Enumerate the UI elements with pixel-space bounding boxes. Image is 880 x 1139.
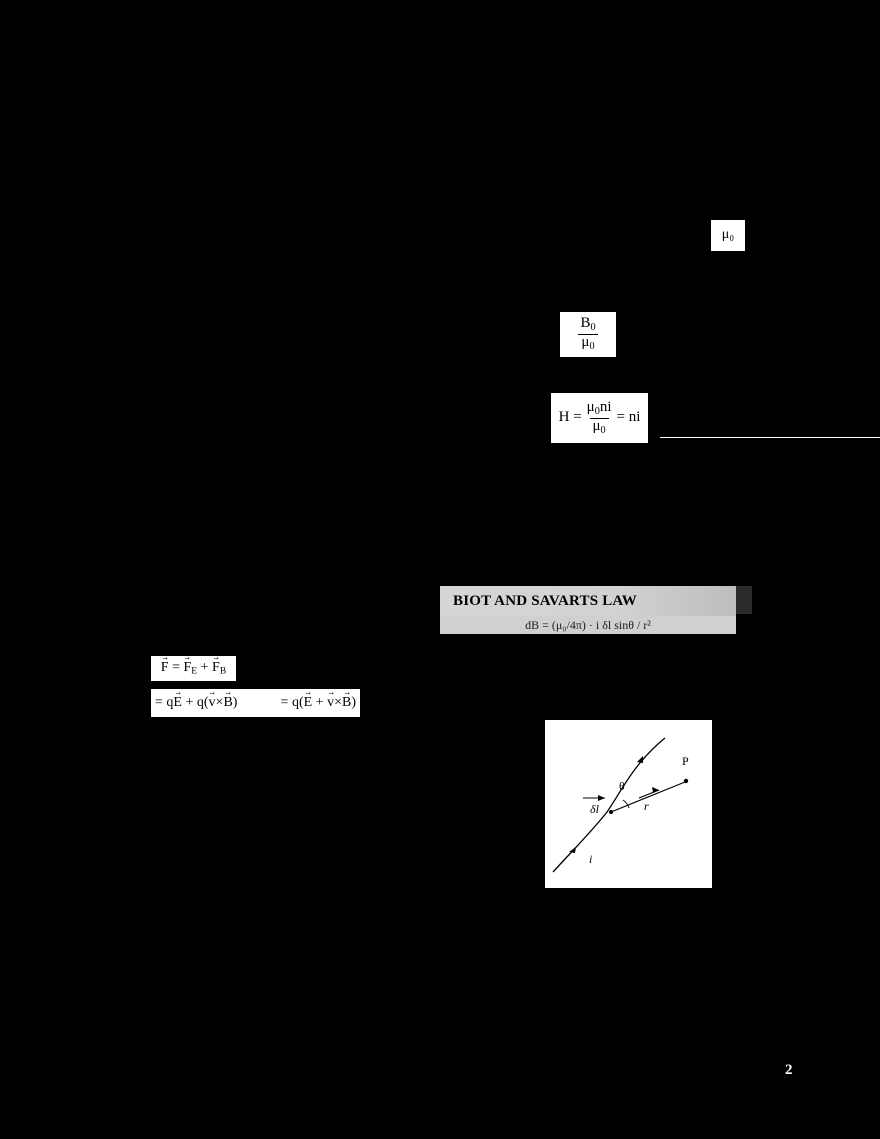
formula-mu-naught-text: μ₀ [721,227,735,243]
fraction-numerator: $B_0$ [580,315,596,334]
delta-l-arrow-head [598,795,605,801]
fraction-b0-mu0 [577,316,598,352]
label-current-i: i [589,852,593,866]
biot-savart-diagram-svg [545,720,712,888]
formula-h-mu0ni-mu0 [551,393,648,443]
section-banner [440,586,736,616]
page-number-text: 2 [785,1062,793,1078]
formula-mu-naught [711,220,745,251]
label-delta-l: δl [590,802,599,816]
formula-h-b0-mu0 [560,312,616,357]
r-vector-arrow-head [652,787,659,793]
formula-lorentz-left: = qE → + q(v →×B →) [155,696,237,711]
formula-lorentz-sum-text: F → = $F \to_E + F \to_B$ [161,661,226,677]
wire-arrow-lower [569,847,576,853]
section-banner-title: BIOT AND SAVARTS LAW [453,592,637,609]
page-number [785,1062,793,1079]
fraction-numerator: $\mu_0ni$ [586,398,612,417]
label-point-p: P [682,754,689,768]
wire-arrow-upper [637,756,643,763]
biot-savart-figure [545,720,712,888]
formula-right-side: = ni [616,409,641,426]
label-theta: θ [619,779,625,793]
banner-subformula-text: dB = (μ₀/4π) · i δl sinθ / r² [525,617,651,632]
fraction-denominator: $\mu_0$ [578,334,597,353]
source-point-dot [609,810,613,814]
point-p-dot [684,779,688,783]
formula-lorentz-right: = q(E → + v →×B →) [281,696,356,711]
fraction-denominator: $\mu_0$ [590,418,609,437]
banner-subformula [440,616,736,634]
label-r: r [644,799,649,813]
formula-lorentz-expanded [151,689,360,717]
fraction-mu0ni-mu0 [584,400,615,436]
horizontal-rule [660,437,880,438]
formula-left-side: H = [558,409,582,426]
formula-lorentz-sum [151,656,236,681]
